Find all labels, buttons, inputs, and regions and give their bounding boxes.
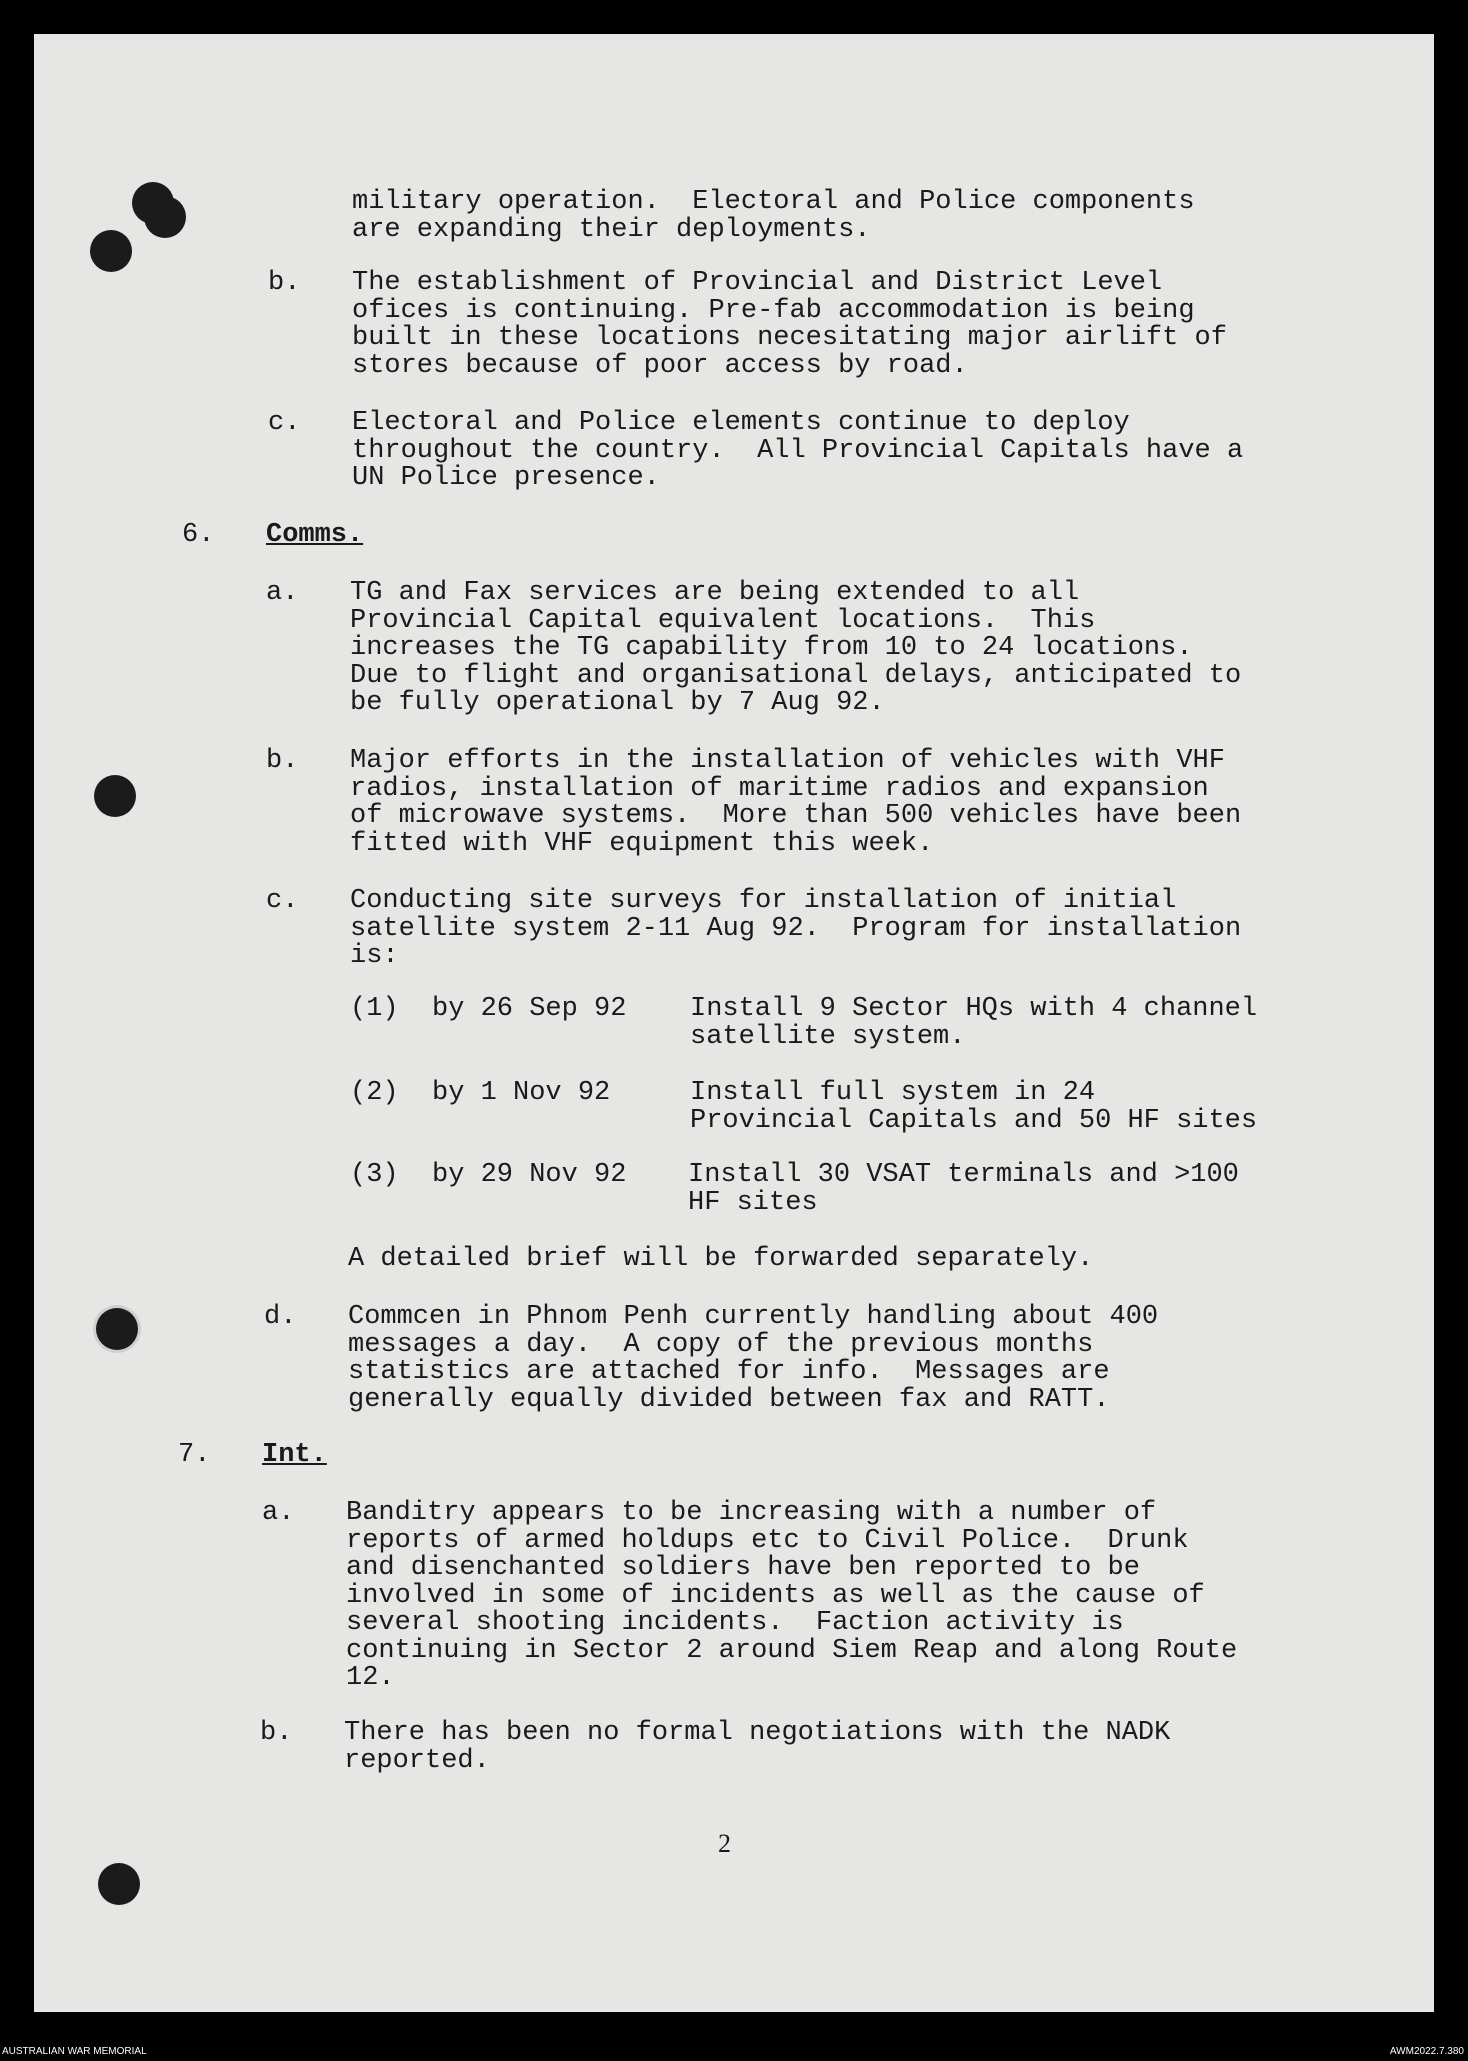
paragraph-6b: Major efforts in the installation of vehicles with VHF radios, installation of maritime radios and expansion of microwave systems. More than 500 vehicles have been fitted with VHF equipment this week.	[350, 746, 1242, 859]
punch-hole	[90, 230, 132, 272]
program-date: by 29 Nov 92	[432, 1160, 627, 1190]
paragraph-7b: There has been no formal negotiations with the NADK reported.	[344, 1718, 1171, 1776]
section-number: 6.	[182, 520, 215, 550]
program-date: by 26 Sep 92	[432, 994, 627, 1024]
program-task: Install 30 VSAT terminals and >100 HF sites	[688, 1160, 1239, 1218]
program-number: (1)	[350, 994, 399, 1024]
item-label: a.	[262, 1498, 295, 1528]
punch-hole	[144, 196, 186, 238]
punch-hole	[96, 1308, 138, 1350]
program-task: Install 9 Sector HQs with 4 channel satellite system.	[690, 994, 1258, 1052]
item-label: c.	[268, 408, 301, 438]
program-number: (3)	[350, 1160, 399, 1190]
paragraph-5b: The establishment of Provincial and District Level ofices is continuing. Pre-fab accommodation is being built in these locations necesitating major airlift of stores because of poor access by road.	[352, 268, 1227, 381]
item-label: b.	[268, 268, 301, 298]
item-label: d.	[264, 1302, 297, 1332]
footer-archive-name: AUSTRALIAN WAR MEMORIAL	[2, 2046, 147, 2057]
section-number: 7.	[178, 1440, 211, 1470]
footer-catalogue-id: AWM2022.7.380	[1389, 2046, 1464, 2057]
item-label: b.	[260, 1718, 293, 1748]
program-date: by 1 Nov 92	[432, 1078, 611, 1108]
paragraph-7a: Banditry appears to be increasing with a number of reports of armed holdups etc to Civil Police. Drunk and disenchanted soldiers have ben reported to be involved in some of incidents as well as the cause of several shooting incidents. Faction activity is continuing in Sector 2 around Siem Reap and along Route 12.	[346, 1498, 1238, 1693]
paragraph-6a: TG and Fax services are being extended to all Provincial Capital equivalent locations. This increases the TG capability from 10 to 24 locations. Due to flight and organisational delays, anticipated to be fully operational by 7 Aug 92.	[350, 578, 1242, 718]
program-task: Install full system in 24 Provincial Capitals and 50 HF sites	[690, 1078, 1258, 1136]
paragraph-6d: Commcen in Phnom Penh currently handling about 400 messages a day. A copy of the previous months statistics are attached for info. Messages are generally equally divided between fax and RATT.	[348, 1302, 1159, 1415]
punch-hole	[94, 775, 136, 817]
carry-over-paragraph: military operation. Electoral and Police components are expanding their deployments.	[352, 187, 1195, 245]
item-label: c.	[266, 886, 299, 916]
item-label: a.	[266, 578, 299, 608]
paragraph-6c: Conducting site surveys for installation of initial satellite system 2-11 Aug 92. Program for installation is:	[350, 886, 1242, 971]
brief-note: A detailed brief will be forwarded separately.	[348, 1244, 1094, 1274]
page-number: 2	[718, 1829, 731, 1858]
punch-hole	[98, 1863, 140, 1905]
section-heading-int: Int.	[262, 1440, 327, 1470]
item-label: b.	[266, 746, 299, 776]
paragraph-5c: Electoral and Police elements continue to deploy throughout the country. All Provincial Capitals have a UN Police presence.	[352, 408, 1244, 493]
program-number: (2)	[350, 1078, 399, 1108]
section-heading-comms: Comms.	[266, 520, 364, 550]
document-page	[34, 34, 1434, 2012]
